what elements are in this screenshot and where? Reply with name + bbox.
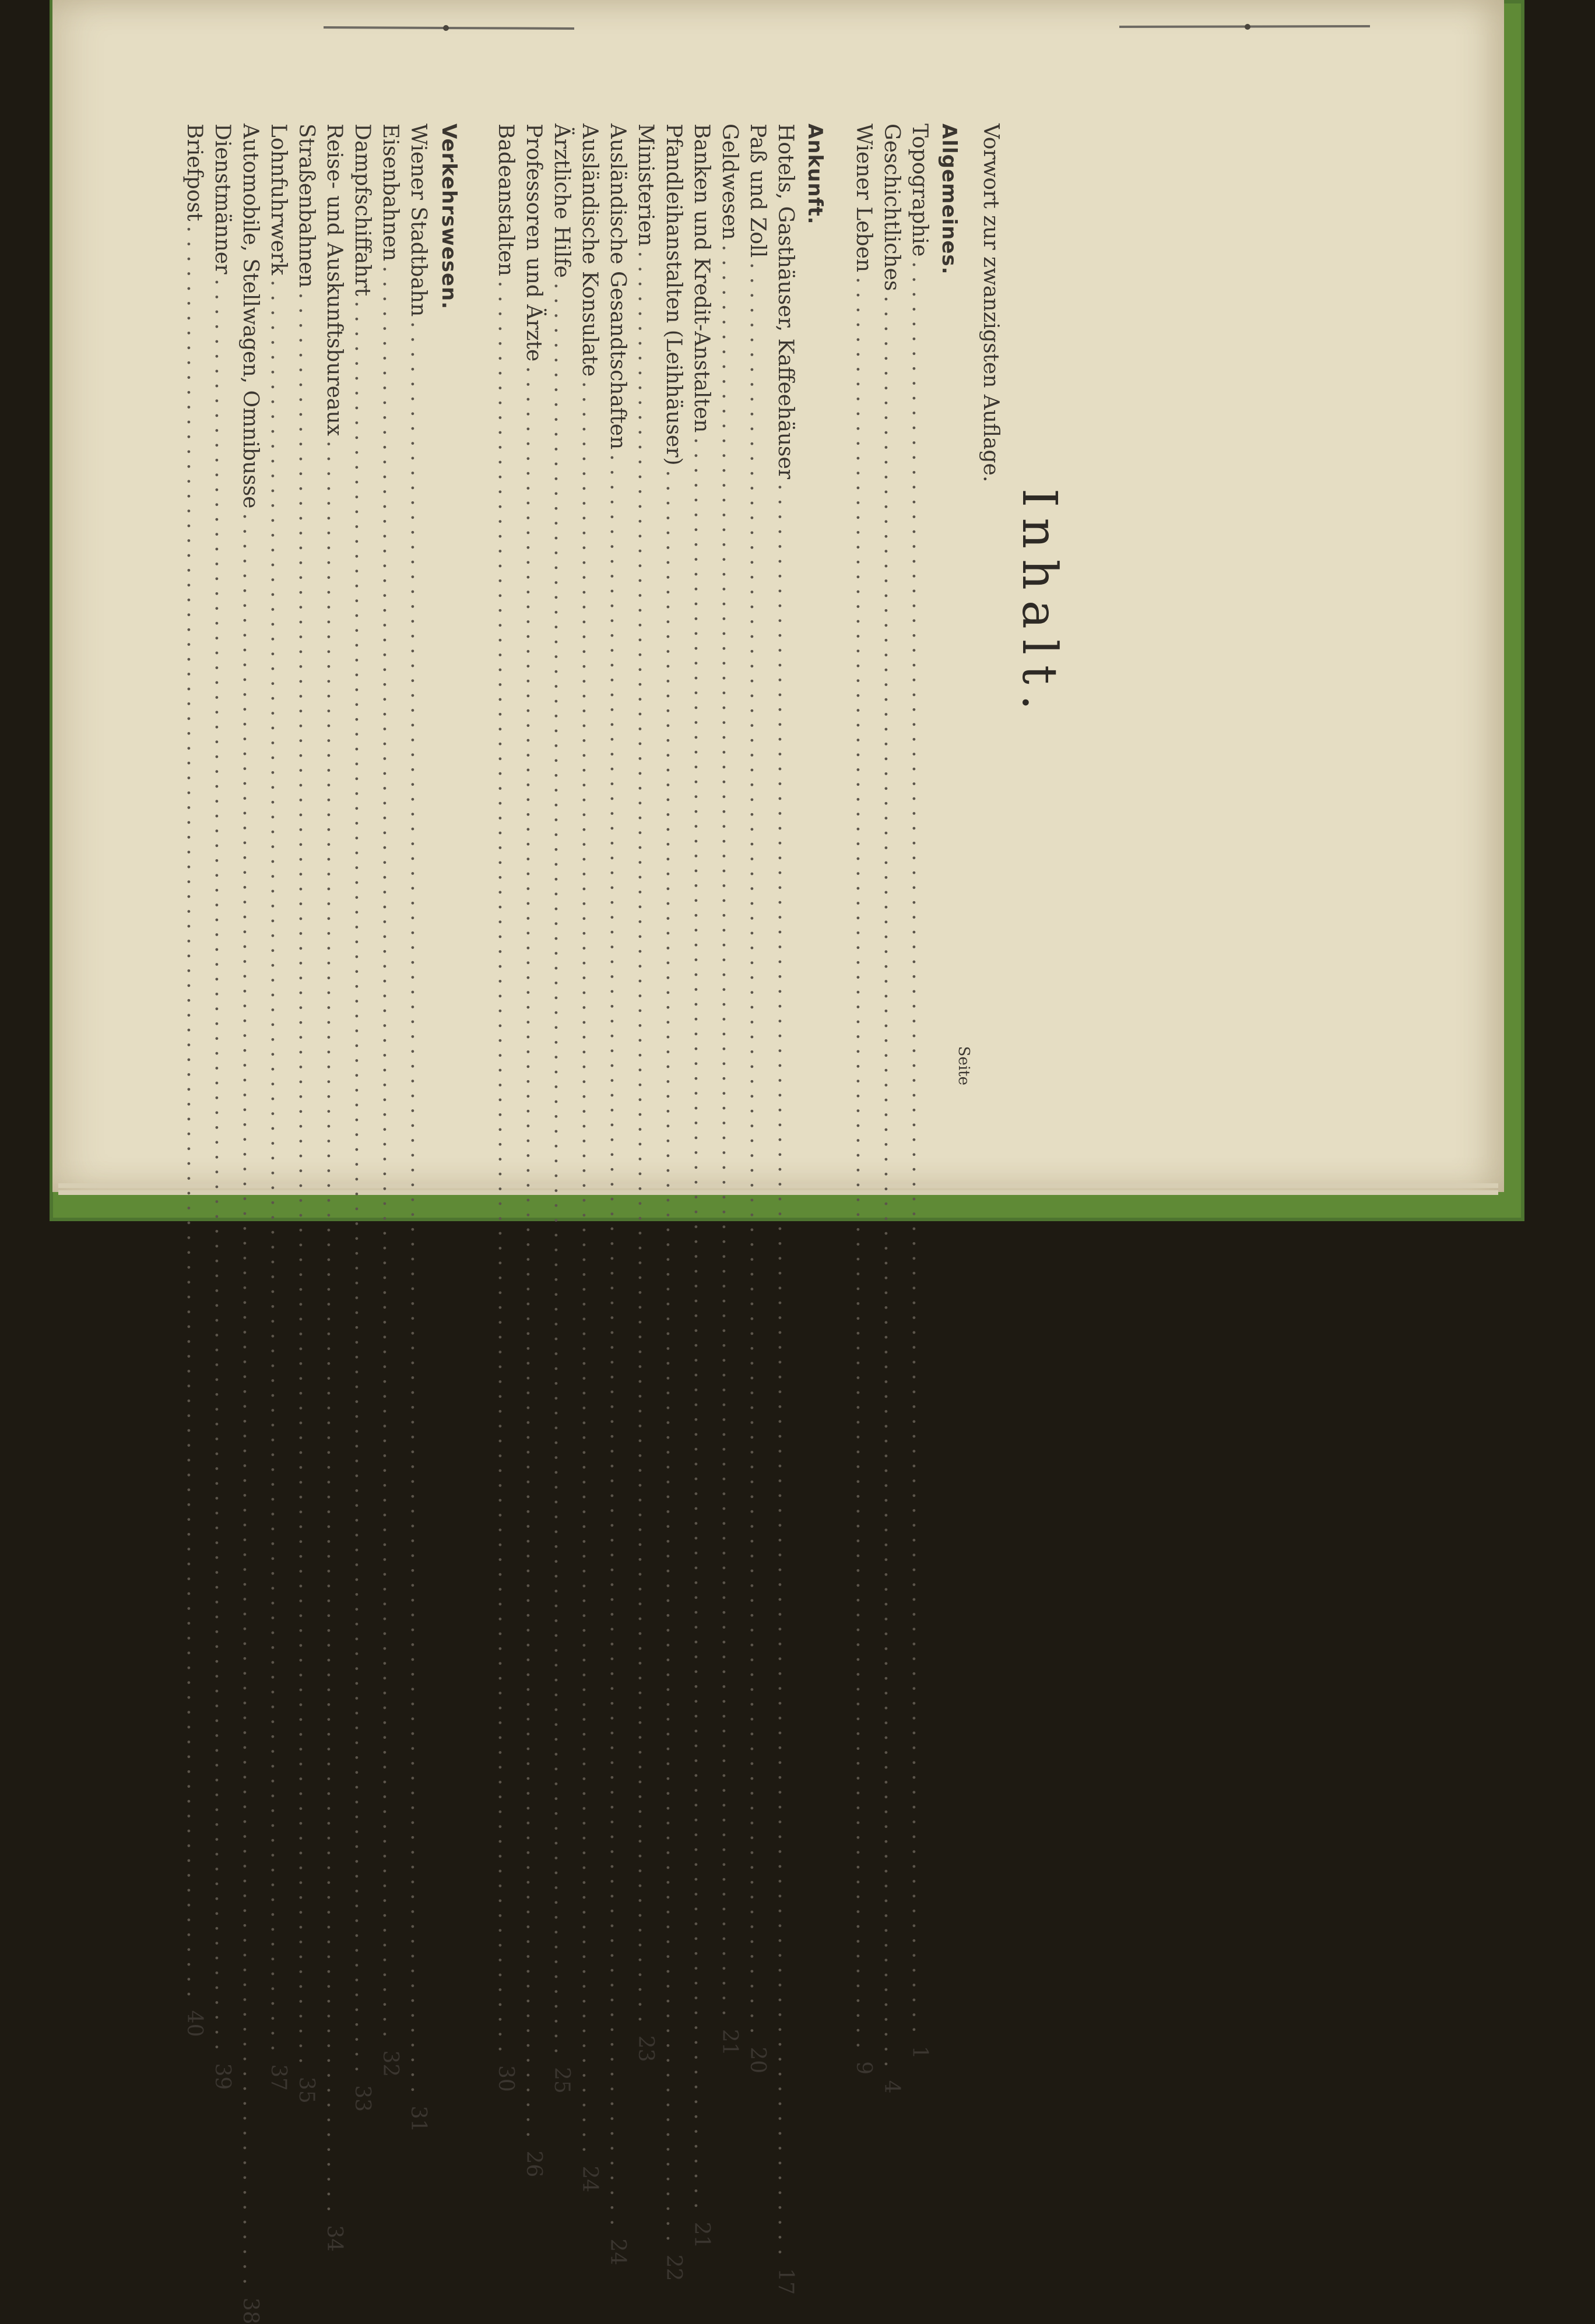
- dot-leader: ........................................................................................................................: [774, 484, 798, 2264]
- preface-text: Vorwort zur zwanzigsten Auflage.: [979, 124, 1003, 483]
- dot-leader: ........................................................................................................................: [606, 454, 630, 2234]
- toc-entry: Briefpost ........................................................................................................................ 40: [182, 124, 206, 2037]
- toc-entry: Paß und Zoll ........................................................................................................................ 20: [746, 124, 770, 2074]
- toc-entry: Badeanstalten ........................................................................................................................ 30: [494, 124, 518, 2092]
- toc-entry: Wiener Leben ........................................................................................................................ 9: [852, 124, 876, 2075]
- toc-entry: Reise- und Auskunftsbureaux ........................................................................................................................ 34: [322, 124, 346, 2252]
- toc-entry: Dienstmänner ........................................................................................................................ 39: [210, 124, 234, 2090]
- dot-leader: ........................................................................................................................: [266, 280, 290, 2060]
- toc-entry: Professoren und Ärzte ........................................................................................................................ 26: [522, 124, 546, 2178]
- dot-leader: ........................................................................................................................: [494, 280, 518, 2061]
- toc-entry: Banken und Kredit-Anstalten ........................................................................................................................ 21: [690, 124, 714, 2249]
- dot-leader: ........................................................................................................................: [378, 266, 402, 2046]
- dot-leader: ........................................................................................................................: [522, 366, 546, 2146]
- toc-entry: Hotels, Gasthäuser, Kaffeehäuser ........................................................................................................................ 17: [774, 124, 798, 2295]
- dot-leader: ........................................................................................................................: [182, 226, 206, 2006]
- dot-leader: ........................................................................................................................: [852, 277, 876, 2057]
- page-column-label: Seite: [955, 1046, 972, 1085]
- dot-leader: ........................................................................................................................: [238, 513, 262, 2293]
- dot-leader: ........................................................................................................................: [578, 381, 602, 2161]
- toc-entry: Ausländische Gesandtschaften ........................................................................................................................ 24: [606, 124, 630, 2266]
- section-heading: Allgemeines.: [937, 124, 961, 275]
- binding-stitch: [1119, 23, 1370, 30]
- dot-leader: ........................................................................................................................: [880, 296, 904, 2076]
- binding-stitch: [324, 24, 574, 31]
- toc-entry: Pfandleihanstalten (Leihhäuser) ........................................................................................................................ 22: [662, 124, 686, 2281]
- toc-entry: Topographie ........................................................................................................................ 1: [908, 124, 932, 2059]
- preface-line: [976, 124, 1003, 1085]
- dot-leader: ........................................................................................................................: [690, 437, 714, 2217]
- dot-leader: ........................................................................................................................: [350, 301, 374, 2081]
- dot-leader: ........................................................................................................................: [322, 440, 346, 2221]
- section-heading: Verkehrswesen.: [437, 124, 461, 310]
- dot-leader: ........................................................................................................................: [746, 262, 770, 2042]
- table-of-contents: [182, 124, 1067, 2324]
- dot-leader: ........................................................................................................................: [634, 251, 658, 2031]
- toc-entry: Geldwesen ........................................................................................................................ 21: [718, 124, 742, 2056]
- toc-entry: Eisenbahnen ........................................................................................................................ 32: [378, 124, 402, 2077]
- dot-leader: ........................................................................................................................: [718, 244, 742, 2024]
- toc-entry: Ministerien ........................................................................................................................ 23: [634, 124, 658, 2062]
- dot-leader: ........................................................................................................................: [662, 470, 686, 2250]
- dot-leader: ........................................................................................................................: [294, 292, 318, 2072]
- toc-entry: Ärztliche Hilfe ........................................................................................................................ 25: [550, 124, 574, 2094]
- toc-entry: Automobile, Stellwagen, Omnibusse ........................................................................................................................ 38: [238, 124, 262, 2324]
- toc-entry: Ausländische Konsulate ........................................................................................................................ 24: [578, 124, 602, 2193]
- toc-entry: Straßenbahnen ........................................................................................................................ 35: [294, 124, 318, 2104]
- page-title: Inhalt.: [1011, 488, 1067, 721]
- toc-entry: Dampfschiffahrt ........................................................................................................................ 33: [350, 124, 374, 2112]
- toc-entry: Wiener Stadtbahn ........................................................................................................................ 31: [406, 124, 430, 2133]
- toc-entry: Geschichtliches ........................................................................................................................ 4: [880, 124, 904, 2094]
- dot-leader: ........................................................................................................................: [550, 282, 574, 2063]
- dot-leader: ........................................................................................................................: [908, 261, 932, 2041]
- toc-entry: Lohnfuhrwerk ........................................................................................................................ 37: [266, 124, 290, 2091]
- section-heading: Ankunft.: [803, 124, 827, 225]
- dot-leader: ........................................................................................................................: [406, 321, 430, 2101]
- dot-leader: ........................................................................................................................: [210, 279, 234, 2059]
